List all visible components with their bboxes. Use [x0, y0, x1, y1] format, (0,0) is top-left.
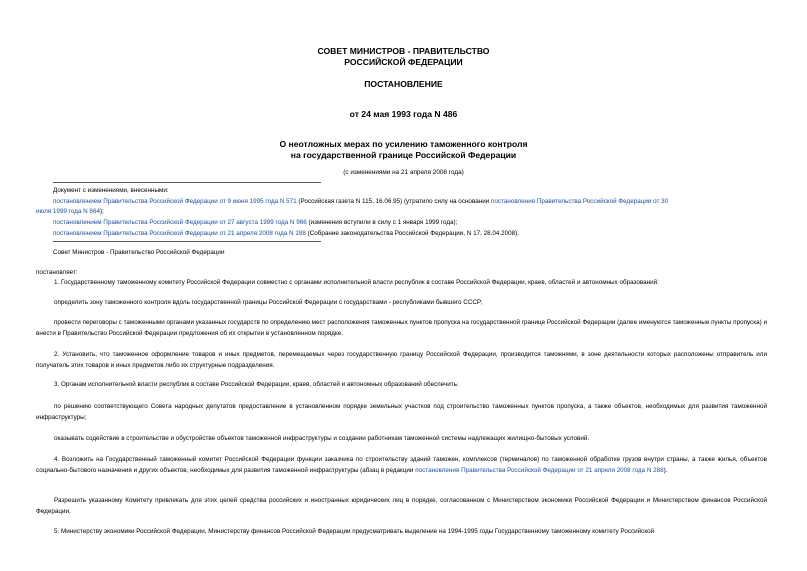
paragraph-3b: оказывать содействие в строительстве и обустройстве объектов таможенной инфраструктуры и создании работникам таможенной системы надлежащих жилищно-бытовых условий.: [54, 435, 590, 442]
divider-top: [53, 182, 321, 183]
amendment-item-1: постановлением Правительства Российской Федерации от 9 июня 1995 года N 571 (Российская газета N 115, 16.06.95) (утратило силу на основании постановления Правительства Российской Федерации от 30: [53, 198, 669, 205]
amendment-item-3: постановлением Правительства Российской Федерации от 21 апреля 2008 года N 288 (Собрание законодательства Российской Федерации, N 17, 28.04.2008).: [53, 230, 519, 237]
paragraph-1: 1. Государственному таможенному комитету Российской Федерации совместно с органами исполнительной власти республик в составе Российской Федерации, краев, областей и автономных образований:: [54, 279, 659, 286]
amendment-item-1-cont: июля 1999 года N 864);: [36, 208, 104, 215]
amendment-link-1[interactable]: постановлением Правительства Российской Федерации от 9 июня 1995 года N 571: [53, 198, 297, 205]
issuer: Совет Министров - Правительство Российской Федерации: [53, 249, 225, 256]
paragraph-4: 4. Возложить на Государственный таможенный комитет Российской Федерации функции заказчика по строительству зданий таможен, комплексов (терминалов) по таможенной обработке грузов внутри страны, а также жилья, объектов социально-бытового назначения и других объектов, необходимых для развития таможенной инфраструктуры (абзац в редакции постановления Правительства Российской Федерации от 21 апреля 2008 года N 288).: [36, 456, 767, 474]
date-number: от 24 мая 1993 года N 486: [349, 109, 458, 119]
paragraph-1b: провести переговоры с таможенными органами указанных государств по определению мест расположения таможенных пунктов пропуска на государственной границе Российской Федерации (далее именуются таможенные пункты пропуска) и внести в Правительство Российской Федерации предложения об их открытии в установленном порядке.: [36, 319, 767, 337]
paragraph-3a: по решению соответствующего Совета народных депутатов предоставление в установленном порядке земельных участков под строительство таможенных пунктов пропуска, а также объектов, необходимых для развития таможенной инфраструктуры;: [36, 403, 767, 421]
org-name-line1: СОВЕТ МИНИСТРОВ - ПРАВИТЕЛЬСТВО: [317, 46, 490, 56]
amendment-link-3[interactable]: постановлением Правительства Российской Федерации от 21 апреля 2008 года N 288: [53, 230, 306, 237]
amended-note: (с изменениями на 21 апреля 2008 года): [343, 169, 464, 176]
paragraph-4a: Разрешить указанному Комитету привлекать для этих целей средства российских и иностранных юридических лиц в порядке, согласованном с Министерством экономики Российской Федерации и Министерством финансов Российской Федерации.: [36, 497, 767, 515]
amendment-link-2[interactable]: постановлением Правительства Российской Федерации от 27 августа 1999 года N 966: [53, 219, 307, 226]
doc-title-line1: О неотложных мерах по усилению таможенного контроля: [279, 139, 528, 149]
amendment-item-2: постановлением Правительства Российской Федерации от 27 августа 1999 года N 966 (изменения вступили в силу с 1 января 1999 года);: [53, 219, 458, 226]
amendments-intro: Документ с изменениями, внесенными:: [53, 187, 169, 194]
paragraph-3: 3. Органам исполнительной власти республик в составе Российской Федерации, краев, областей и автономных образований обеспечить:: [54, 381, 459, 388]
paragraph-1a: определить зону таможенного контроля вдоль государственной границы Российской Федерации с государствами - республиками бывшего СССР;: [54, 299, 483, 306]
doc-title-line2: на государственной границе Российской Федерации: [290, 150, 517, 160]
doc-type: ПОСТАНОВЛЕНИЕ: [364, 79, 443, 89]
paragraph-5: 5. Министерству экономики Российской Федерации, Министерству финансов Российской Федерации предусматривать выделение на 1994-1995 годы Государственному таможенному комитету Российской: [54, 528, 655, 535]
paragraph-4-link[interactable]: постановления Правительства Российской Федерации от 21 апреля 2008 года N 288: [415, 466, 664, 474]
decrees: постановляет:: [36, 269, 78, 276]
amendment-link-1b[interactable]: постановления Правительства Российской Федерации от 30: [490, 198, 669, 205]
paragraph-2: 2. Установить, что таможенное оформление товаров и иных предметов, перемещаемых через государственную границу Российской Федерации, производится таможнями, в зоне деятельности которых расположены отправитель или получатель этих товаров и иных предметов либо их структурные подразделения.: [36, 351, 767, 369]
org-name-line2: РОССИЙСКОЙ ФЕДЕРАЦИИ: [344, 57, 463, 67]
amendment-link-1c[interactable]: июля 1999 года N 864: [36, 208, 100, 215]
divider-bottom: [53, 241, 321, 242]
